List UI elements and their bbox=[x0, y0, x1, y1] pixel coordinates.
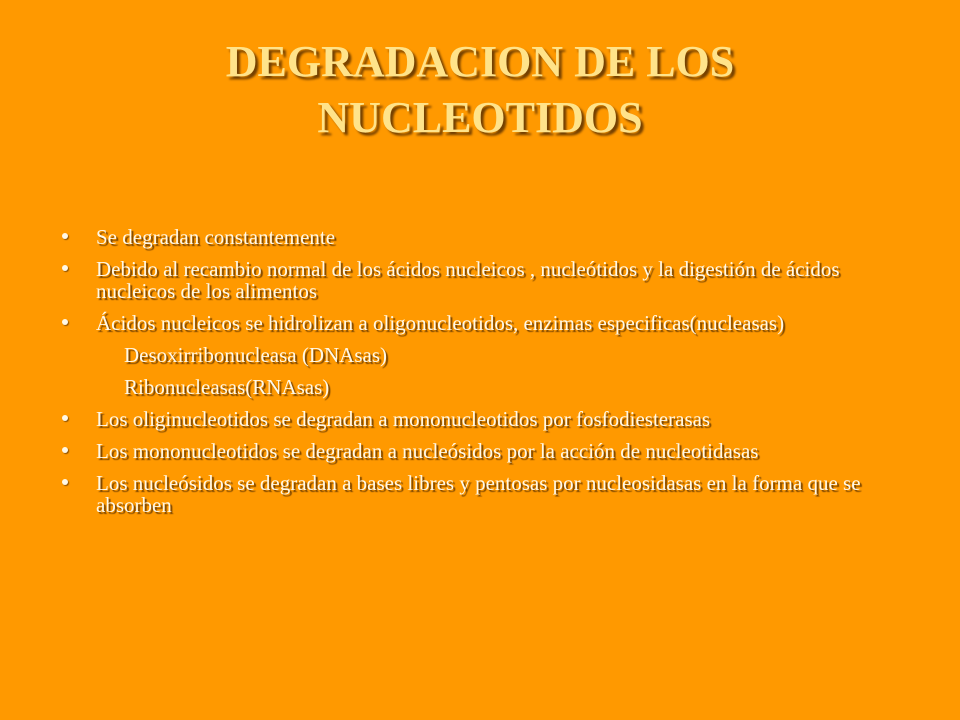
bullet-text: Los oliginucleotidos se degradan a mononucleotidos por fosfodiesterasas bbox=[96, 407, 711, 431]
bullet-item bbox=[58, 408, 898, 430]
bullet-text: Los mononucleotidos se degradan a nucleósidos por la acción de nucleotidasas bbox=[96, 439, 759, 463]
bullet-item bbox=[58, 226, 898, 248]
bullet-item bbox=[58, 258, 898, 302]
bullet-text: Debido al recambio normal de los ácidos nucleicos , nucleótidos y la digestión de ácidos nucleicos de los alimentos bbox=[96, 257, 840, 303]
bullet-item bbox=[58, 312, 898, 334]
bullet-dot-icon bbox=[62, 415, 68, 421]
sub-item bbox=[58, 376, 898, 398]
slide-title: DEGRADACION DE LOS NUCLEOTIDOS bbox=[225, 37, 735, 142]
bullet-dot-icon bbox=[62, 265, 68, 271]
sub-item-text: Desoxirribonucleasa (DNAsas) bbox=[124, 343, 388, 367]
sub-item-text: Ribonucleasas(RNAsas) bbox=[124, 375, 330, 399]
bullet-dot-icon bbox=[62, 319, 68, 325]
bullet-text: Ácidos nucleicos se hidrolizan a oligonucleotidos, enzimas especificas(nucleasas) bbox=[96, 311, 785, 335]
bullet-item bbox=[58, 440, 898, 462]
bullet-dot-icon bbox=[62, 479, 68, 485]
bullet-text: Se degradan constantemente bbox=[96, 225, 336, 249]
sub-item bbox=[58, 344, 898, 366]
bullet-item bbox=[58, 472, 898, 516]
bullet-list bbox=[58, 226, 898, 526]
bullet-dot-icon bbox=[62, 447, 68, 453]
bullet-text: Los nucleósidos se degradan a bases libres y pentosas por nucleosidasas en la forma que se absorben bbox=[96, 471, 861, 517]
bullet-dot-icon bbox=[62, 233, 68, 239]
